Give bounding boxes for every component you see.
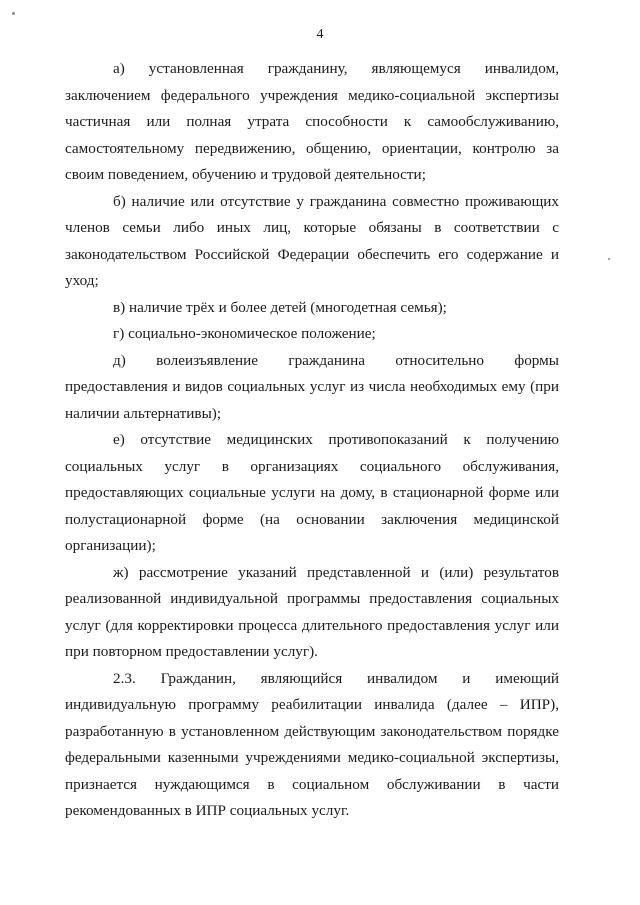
scan-speck (12, 12, 15, 15)
scan-speck (608, 258, 610, 260)
list-item-e: е) отсутствие медицинских противопоказаний к получению социальных услуг в организациях социального обслуживания, предоставляющих социальные услуги на дому, в стационарной форме или полустационарной форме (на основании заключения медицинской организации); (65, 431, 559, 554)
list-item-v: в) наличие трёх и более детей (многодетная семья); (113, 298, 447, 316)
list-item-b: б) наличие или отсутствие у гражданина совместно проживающих членов семьи либо иных лиц, которые обязаны в соответствии с законодательством Российской Федерации обеспечить его содержание и уход; (65, 192, 559, 289)
page-number: 4 (316, 27, 324, 42)
section-2-3-paragraph: 2.3. Гражданин, являющийся инвалидом и имеющий индивидуальную программу реабилитации инвалида (далее – ИПР), разработанную в установленном действующим законодательством порядке федеральными казенными учреждениями медико-социальной экспертизы, признается нуждающимся в социальном обслуживании в части рекомендованных в ИПР социальных услуг. (65, 669, 559, 819)
body-text (65, 56, 559, 825)
list-item-zh: ж) рассмотрение указаний представленной и (или) результатов реализованной индивидуальной программы предоставления социальных услуг (для корректировки процесса длительного предоставления услуг или при повторном предоставлении услуг). (65, 563, 559, 660)
list-item-a: а) установленная гражданину, являющемуся инвалидом, заключением федерального учреждения медико-социальной экспертизы частичная или полная утрата способности к самообслуживанию, самостоятельному передвижению, общению, ориентации, контролю за своим поведением, обучению и трудовой деятельности; (65, 60, 559, 183)
list-item-g: г) социально-экономическое положение; (113, 325, 376, 342)
list-item-d: д) волеизъявление гражданина относительно формы предоставления и видов социальных услуг из числа необходимых ему (при наличии альтернативы); (65, 351, 559, 422)
